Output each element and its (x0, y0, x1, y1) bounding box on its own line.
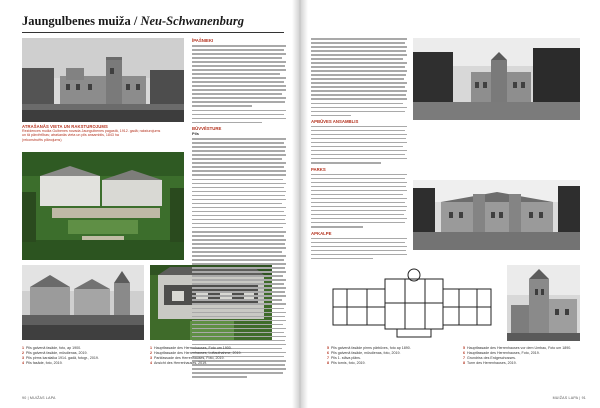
footnote-row: 8 Turm des Herrenhauses, 2019. (463, 361, 517, 366)
footnote-row: 5 Pils galvenā fasāde pirms pārbūves, foto ap 1890. (327, 346, 411, 350)
text-block-park (311, 174, 407, 228)
footnote-row: 2 Pils galvenā fasāde, mūsdienas, 2019. (22, 351, 88, 356)
text-block-ensemble (311, 126, 407, 164)
footnote-row: 1 Pils galvenā fasāde, foto, ap 1900. (22, 346, 82, 350)
footnote-row: 4 Ansicht des Herrenhauses, 2019. (150, 361, 208, 366)
floor-plan-diagram (327, 265, 497, 341)
text-block-service (311, 238, 407, 260)
photo-tower-bw (507, 265, 580, 341)
caption-block (22, 124, 184, 142)
folio-left: 90 | MUIŽAS LAPA (22, 396, 56, 400)
caption-line: (rekonstruēts plānojums) (22, 137, 62, 142)
footnote-row: 7 Pils 1. stāva plāns. (327, 356, 361, 361)
footnotes-right-lv (327, 346, 455, 366)
footnote-row: 6 Pils galvenā fasāde, mūsdienas, foto, 2019. (327, 351, 401, 356)
section-heading-ensemble: APBŪVES ANSAMBLIS (311, 118, 359, 124)
caption-heading: ATRAŠANĀS VIETA UN RAKSTUROJUMS (22, 124, 108, 129)
text-block-continued (311, 38, 407, 116)
footnote-row: 4 Pils fasāde, foto, 2019. (22, 361, 63, 366)
right-page (301, 0, 600, 408)
text-column-left-page (192, 38, 286, 380)
photo-manor-front-bw (413, 180, 580, 250)
footnotes-right-de (463, 346, 587, 366)
footnotes-left-lv (22, 346, 146, 366)
title-main: Jaungulbenes muiža (22, 14, 131, 28)
text-column-right-page (311, 38, 407, 262)
photo-castle-bw (22, 38, 184, 122)
footnote-row: 2 Hauptfassade des Herrenhauses, Luftaufnahme, 2019. (150, 351, 242, 356)
photo-historic-bw (22, 265, 144, 340)
photo-aerial-manor (22, 152, 184, 260)
footnote-row: 3 Pils pirms karalaika 1914. gadā, fotogr., 2019. (22, 356, 99, 361)
book-gutter (292, 0, 308, 408)
caption-line: un tā pārvērtības; atrašanās vieta un pils ansamblis, 1843 ha (22, 133, 119, 138)
caption-text (22, 129, 184, 142)
footnote-row: 3 Parkfassade des Herrenhauses, Foto, 2019. (150, 356, 225, 361)
text-block-owners (192, 45, 286, 123)
title-italic: Neu-Schwanenburg (140, 14, 244, 28)
caption-line: Rezidences muiža Gulbenes novada Jaungulbenes pagastā, 1912. gadā; raksturojums (22, 129, 161, 133)
subheading-castle: Pils (192, 131, 199, 137)
section-heading-owners: ĪPAŠNIEKI (192, 38, 214, 43)
footnote-row: 7 Grundriss des Erdgeschosses. (463, 356, 516, 361)
left-page (0, 0, 299, 408)
footnote-row: 6 Hauptfassade des Herrenhauses, Foto, 2019. (463, 351, 540, 356)
section-heading-service: APKALPE (311, 230, 332, 236)
footnote-row: 5 Hauptfassade des Herrenhauses vor dem Umbau, Foto um 1890. (463, 346, 572, 350)
footnote-row: 8 Pils tornis, foto, 2019. (327, 361, 366, 366)
footnotes-left-de (150, 346, 280, 366)
section-heading-park: PARKS (311, 166, 326, 172)
title-separator: / (130, 14, 141, 28)
folio-right: MUIŽAS LAPA | 91 (552, 396, 586, 400)
title-rule (22, 32, 284, 33)
footnote-row: 1 Hauptfassade des Herrenhauses, Foto um 1900. (150, 346, 232, 350)
photo-manor-trees-bw (413, 38, 580, 120)
section-heading-history: BŪVVĒSTURE (192, 126, 222, 132)
text-block-history (192, 138, 286, 377)
page-title (22, 14, 244, 29)
